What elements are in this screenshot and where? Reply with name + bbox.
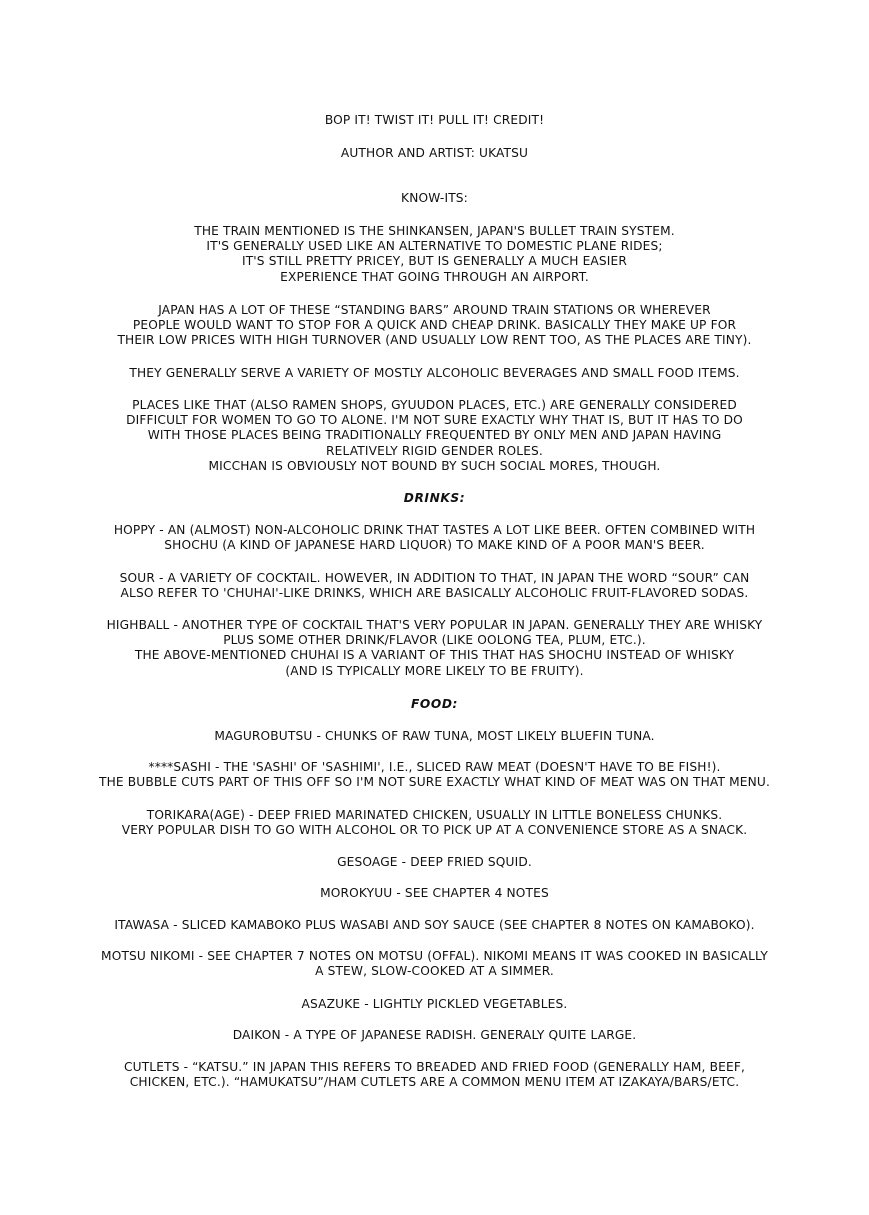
food-item: MAGUROBUTSU - CHUNKS OF RAW TUNA, MOST LIKELY BLUEFIN TUNA.	[214, 729, 655, 743]
page-title: BOP IT! TWIST IT! PULL IT! CREDIT!	[324, 113, 545, 127]
food-item: ASAZUKE - LIGHTLY PICKLED VEGETABLES.	[301, 997, 568, 1011]
food-item: ****SASHI - THE 'SASHI' OF 'SASHIMI', I.E., SLICED RAW MEAT (DOESN'T HAVE TO BE FISH!). THE BUBBLE CUTS PART OF THIS OFF SO I'M NOT SURE EXACTLY WHAT KIND OF MEAT WAS ON THAT MENU.	[99, 760, 770, 790]
food-item: CUTLETS - “KATSU.” IN JAPAN THIS REFERS TO BREADED AND FRIED FOOD (GENERALLY HAM, BEEF, CHICKEN, ETC.). “HAMUKATSU”/HAM CUTLETS ARE A COMMON MENU ITEM AT IZAKAYA/BARS/ETC.	[123, 1060, 746, 1090]
food-item: MOROKYUU - SEE CHAPTER 4 NOTES	[320, 886, 549, 900]
food-item: TORIKARA(AGE) - DEEP FRIED MARINATED CHICKEN, USUALLY IN LITTLE BONELESS CHUNKS. VERY POPULAR DISH TO GO WITH ALCOHOL OR TO PICK UP AT A CONVENIENCE STORE AS A SNACK.	[121, 808, 748, 838]
drinks-item: HIGHBALL - ANOTHER TYPE OF COCKTAIL THAT'S VERY POPULAR IN JAPAN. GENERALLY THEY ARE WHISKY PLUS SOME OTHER DRINK/FLAVOR (LIKE OOLONG TEA, PLUM, ETC.). THE ABOVE-MENTIONED CHUHAI IS A VARIANT OF THIS THAT HAS SHOCHU INSTEAD OF WHISKY (AND IS TYPICALLY MORE LIKELY TO BE FRUITY).	[106, 618, 763, 678]
know-its-paragraph: THE TRAIN MENTIONED IS THE SHINKANSEN, JAPAN'S BULLET TRAIN SYSTEM. IT'S GENERALLY USED LIKE AN ALTERNATIVE TO DOMESTIC PLANE RIDES; IT'S STILL PRETTY PRICEY, BUT IS GENERALLY A MUCH EASIER EXPERIENCE THAT GOING THROUGH AN AIRPORT.	[194, 224, 675, 284]
food-item: ITAWASA - SLICED KAMABOKO PLUS WASABI AND SOY SAUCE (SEE CHAPTER 8 NOTES ON KAMABOKO).	[114, 918, 755, 932]
food-heading: FOOD:	[410, 697, 459, 711]
drinks-heading: DRINKS:	[403, 491, 466, 505]
food-item: DAIKON - A TYPE OF JAPANESE RADISH. GENERALY QUITE LARGE.	[232, 1028, 637, 1042]
drinks-item: SOUR - A VARIETY OF COCKTAIL. HOWEVER, IN ADDITION TO THAT, IN JAPAN THE WORD “SOUR” CAN ALSO REFER TO 'CHUHAI'-LIKE DRINKS, WHICH ARE BASICALLY ALCOHOLIC FRUIT-FLAVORED SODAS.	[119, 571, 750, 601]
drinks-item: HOPPY - AN (ALMOST) NON-ALCOHOLIC DRINK THAT TASTES A LOT LIKE BEER. OFTEN COMBINED WITH SHOCHU (A KIND OF JAPANESE HARD LIQUOR) TO MAKE KIND OF A POOR MAN'S BEER.	[113, 523, 756, 553]
food-item: MOTSU NIKOMI - SEE CHAPTER 7 NOTES ON MOTSU (OFFAL). NIKOMI MEANS IT WAS COOKED IN BASICALLY A STEW, SLOW-COOKED AT A SIMMER.	[101, 949, 768, 979]
know-its-paragraph: THEY GENERALLY SERVE A VARIETY OF MOSTLY ALCOHOLIC BEVERAGES AND SMALL FOOD ITEMS.	[129, 366, 740, 380]
food-item: GESOAGE - DEEP FRIED SQUID.	[337, 855, 532, 869]
know-its-paragraph: JAPAN HAS A LOT OF THESE “STANDING BARS” AROUND TRAIN STATIONS OR WHEREVER PEOPLE WOULD WANT TO STOP FOR A QUICK AND CHEAP DRINK. BASICALLY THEY MAKE UP FOR THEIR LOW PRICES WITH HIGH TURNOVER (AND USUALLY LOW RENT TOO, AS THE PLACES ARE TINY).	[117, 303, 752, 348]
know-its-paragraph: PLACES LIKE THAT (ALSO RAMEN SHOPS, GYUUDON PLACES, ETC.) ARE GENERALLY CONSIDERED DIFFICULT FOR WOMEN TO GO TO ALONE. I'M NOT SURE EXACTLY WHY THAT IS, BUT IT HAS TO DO WITH THOSE PLACES BEING TRADITIONALLY FREQUENTED BY ONLY MEN AND JAPAN HAVING RELATIVELY RIGID GENDER ROLES. MICCHAN IS OBVIOUSLY NOT BOUND BY SUCH SOCIAL MORES, THOUGH.	[126, 398, 743, 473]
know-its-heading: KNOW-ITS:	[401, 191, 468, 205]
author-credit: AUTHOR AND ARTIST: UKATSU	[340, 146, 529, 160]
